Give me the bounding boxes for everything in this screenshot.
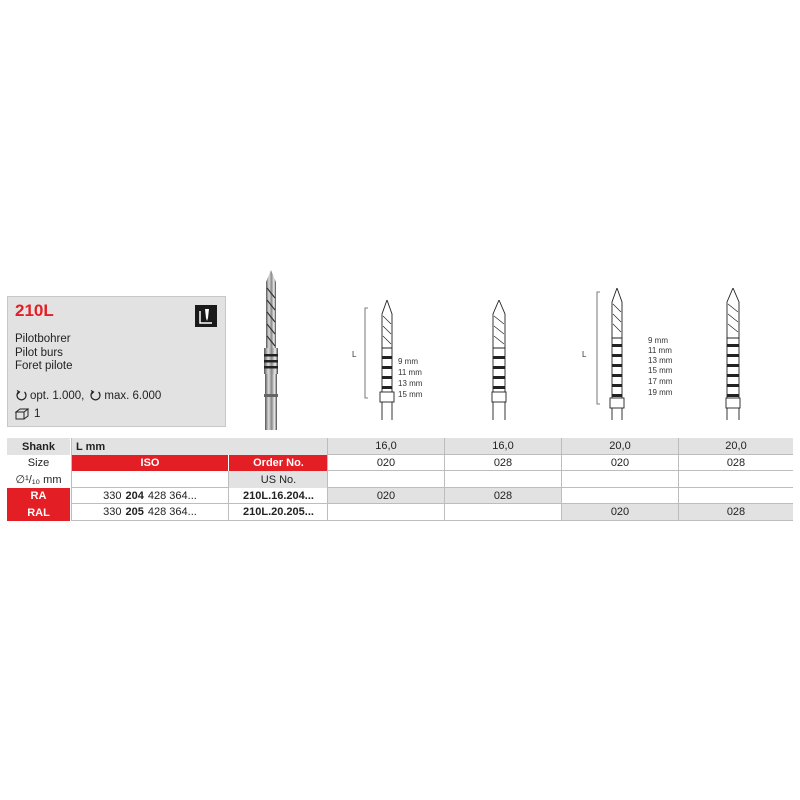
empty-cell — [678, 471, 793, 488]
depth-label: 17 mm — [648, 377, 673, 386]
iso-prefix: 330 — [103, 489, 122, 502]
iso-size-code: 205 — [125, 506, 144, 518]
length-value: 20,0 — [678, 438, 793, 455]
size-value: 020 — [328, 455, 444, 471]
length-value: 16,0 — [444, 438, 561, 455]
iso-number — [72, 488, 228, 504]
drill-drawing-20-028 — [718, 288, 748, 420]
iso-suffix: 428 364... — [147, 506, 197, 518]
availability-cell — [561, 488, 678, 504]
product-code: 210L — [15, 301, 54, 320]
diameter-label: ∅¹/₁₀ mm — [15, 474, 62, 486]
drill-photo — [258, 270, 284, 430]
length-marker: L — [582, 350, 587, 359]
depth-label: 9 mm — [398, 357, 418, 366]
name-french: Foret pilote — [15, 360, 73, 372]
iso-size-code: 204 — [125, 489, 144, 502]
speed-optimal: opt. 1.000, — [30, 389, 85, 402]
depth-label: 13 mm — [648, 356, 673, 365]
iso-number — [72, 504, 228, 521]
empty-cell — [328, 471, 444, 488]
product-names — [15, 333, 73, 374]
package-info — [15, 408, 40, 420]
iso-prefix: 330 — [103, 506, 122, 518]
depth-label: 15 mm — [398, 390, 423, 399]
iso-suffix: 428 364... — [147, 489, 197, 502]
empty-cell — [444, 471, 561, 488]
drill-drawing-20-020 — [592, 288, 632, 420]
package-icon — [15, 408, 29, 420]
depth-label: 19 mm — [648, 388, 673, 397]
depth-label: 11 mm — [648, 346, 672, 355]
size-label: Size — [27, 457, 50, 469]
iso-header: ISO — [72, 455, 228, 471]
length-value: 20,0 — [561, 438, 678, 455]
name-german: Pilotbohrer — [15, 333, 71, 345]
bur-pictogram-icon — [195, 305, 217, 327]
depth-label: 13 mm — [398, 379, 423, 388]
empty-cell — [561, 471, 678, 488]
drill-drawing-16-028 — [484, 300, 514, 420]
availability-cell: 028 — [444, 488, 561, 504]
speed-info — [15, 389, 161, 402]
availability-cell — [444, 504, 561, 521]
order-number: 210L.20.205... — [229, 504, 328, 521]
column-divider — [327, 438, 328, 521]
package-quantity: 1 — [34, 408, 41, 420]
iso-blank — [72, 471, 228, 488]
drill-drawing-16-020 — [362, 300, 402, 420]
shank-ra: RA — [7, 488, 70, 504]
order-header: Order No. — [229, 455, 328, 471]
size-value: 028 — [678, 455, 793, 471]
availability-cell: 020 — [561, 504, 678, 521]
name-english: Pilot burs — [15, 346, 63, 359]
length-value: 16,0 — [328, 438, 444, 455]
size-value: 020 — [561, 455, 678, 471]
availability-cell — [328, 504, 444, 521]
order-number: 210L.16.204... — [229, 488, 328, 504]
product-info-box — [7, 296, 226, 427]
availability-cell: 020 — [328, 488, 444, 504]
rotation-icon — [89, 389, 102, 402]
depth-label: 15 mm — [648, 366, 673, 375]
shank-ral: RAL — [7, 504, 70, 521]
usno-header: US No. — [229, 471, 328, 488]
depth-label: 9 mm — [648, 336, 668, 345]
column-divider — [228, 471, 229, 521]
speed-max: max. 6.000 — [104, 389, 162, 402]
availability-cell: 028 — [678, 504, 793, 521]
column-divider — [71, 438, 72, 521]
length-marker: L — [352, 350, 357, 359]
rotation-icon — [15, 389, 28, 402]
size-value: 028 — [444, 455, 561, 471]
availability-cell — [678, 488, 793, 504]
shank-header: Shank — [7, 438, 70, 455]
depth-label: 11 mm — [398, 368, 422, 377]
length-header: L mm — [72, 438, 328, 455]
